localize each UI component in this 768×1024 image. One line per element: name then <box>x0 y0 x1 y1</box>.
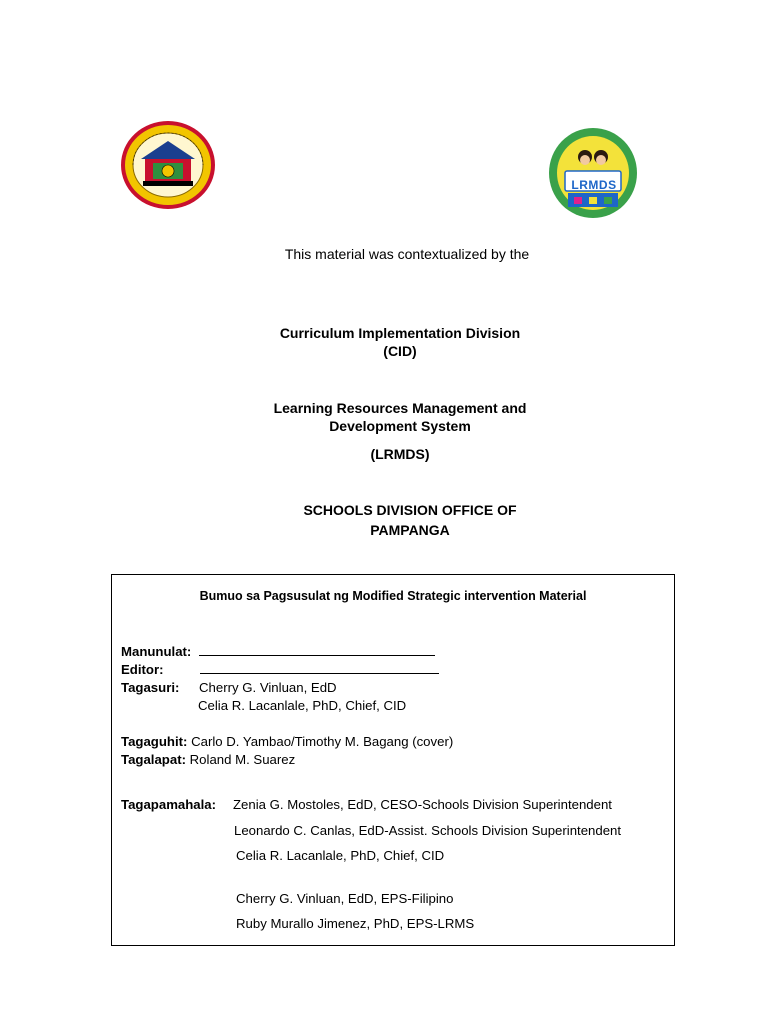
lrmds-heading <box>230 399 570 435</box>
tagapamahala-name-4: Cherry G. Vinluan, EdD, EPS-Filipino <box>236 891 454 906</box>
tagasuri-name-1: Cherry G. Vinluan, EdD <box>199 680 337 695</box>
tagasuri-label-row <box>121 679 179 697</box>
tagaguhit-label: Tagaguhit: <box>121 734 188 749</box>
deped-seal-logo <box>119 119 217 211</box>
tagapamahala-label: Tagapamahala: <box>121 797 217 812</box>
manunulat-row <box>121 643 435 661</box>
tagapamahala-name-2: Leonardo C. Canlas, EdD-Assist. Schools Division Superintendent <box>234 823 622 838</box>
credits-box <box>111 574 675 946</box>
lrmds-line1: Learning Resources Management and <box>273 400 527 416</box>
sdo-line2: PAMPANGA <box>370 522 450 538</box>
editor-row <box>121 661 439 679</box>
lrmds-abbreviation: (LRMDS) <box>370 446 430 462</box>
tagapamahala-name-1: Zenia G. Mostoles, EdD, CESO-Schools Division Superintendent <box>233 797 612 812</box>
lrmds-line2: Development System <box>329 418 471 434</box>
manunulat-label: Manunulat: <box>121 644 192 659</box>
editor-blank <box>200 661 439 674</box>
credits-title: Bumuo sa Pagsusulat ng Modified Strategic intervention Material <box>199 589 587 603</box>
cid-line1: Curriculum Implementation Division <box>279 325 521 341</box>
tagapamahala-name-5: Ruby Murallo Jimenez, PhD, EPS-LRMS <box>236 916 475 931</box>
lrmds-logo-text: LRMDS <box>571 178 617 192</box>
tagapamahala-label-row <box>121 796 216 814</box>
tagalapat-row <box>121 751 295 769</box>
cid-line2: (CID) <box>383 343 417 359</box>
tagalapat-label: Tagalapat: <box>121 752 186 767</box>
lrmds-logo <box>548 127 638 219</box>
tagaguhit-row <box>121 733 453 751</box>
intro-text: This material was contextualized by the <box>284 246 530 262</box>
tagasuri-name-2: Celia R. Lacanlale, PhD, Chief, CID <box>198 698 407 713</box>
sdo-heading <box>260 500 560 540</box>
cid-heading <box>230 324 570 360</box>
manunulat-blank <box>199 643 435 656</box>
tagasuri-label: Tagasuri: <box>121 680 180 695</box>
editor-label: Editor: <box>121 662 164 677</box>
tagapamahala-name-3: Celia R. Lacanlale, PhD, Chief, CID <box>236 848 445 863</box>
tagalapat-value: Roland M. Suarez <box>189 752 296 767</box>
tagaguhit-value: Carlo D. Yambao/Timothy M. Bagang (cover) <box>191 734 454 749</box>
sdo-line1: SCHOOLS DIVISION OFFICE OF <box>303 502 517 518</box>
